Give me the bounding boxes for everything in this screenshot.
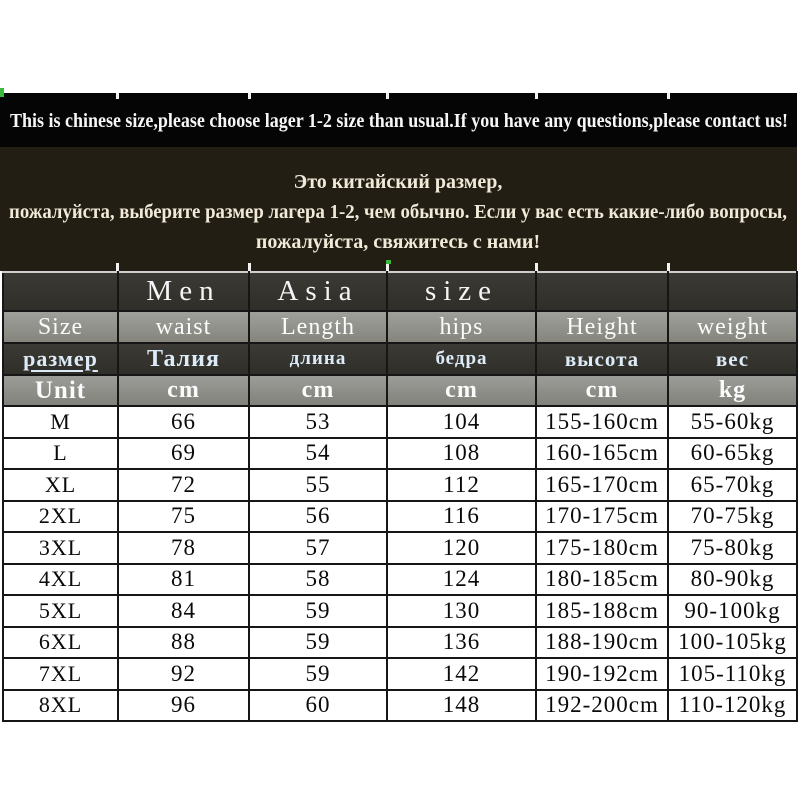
column-header-ves: вес bbox=[668, 343, 797, 375]
russian-notice-svg bbox=[0, 147, 797, 271]
value-cell: 65-70kg bbox=[668, 469, 797, 501]
size-label-cell: M bbox=[3, 406, 118, 438]
value-cell: 59 bbox=[249, 658, 387, 690]
value-cell: 188-190cm bbox=[536, 627, 668, 659]
column-header-waist: waist bbox=[118, 311, 249, 343]
unit-cell: kg bbox=[668, 375, 797, 406]
size-row bbox=[3, 627, 797, 659]
group-header-cell bbox=[536, 272, 668, 311]
artifact-green-mark bbox=[0, 88, 4, 97]
column-header-bedra: бедра bbox=[387, 343, 536, 375]
value-cell: 60-65kg bbox=[668, 438, 797, 470]
column-tick bbox=[535, 93, 538, 99]
group-header-cell-asia: Asia bbox=[249, 272, 387, 311]
value-cell: 66 bbox=[118, 406, 249, 438]
russian-notice-line2: пожалуйста, выберите размер лагера 1-2, чем обычно. Если у вас есть какие-либо вопросы, bbox=[9, 201, 787, 223]
group-header-cell bbox=[3, 272, 118, 311]
column-header-taliya: Талия bbox=[118, 343, 249, 375]
size-row bbox=[3, 438, 797, 470]
value-cell: 57 bbox=[249, 532, 387, 564]
value-cell: 96 bbox=[118, 690, 249, 722]
size-label-cell: 4XL bbox=[3, 564, 118, 596]
column-tick bbox=[386, 93, 389, 99]
value-cell: 130 bbox=[387, 595, 536, 627]
value-cell: 80-90kg bbox=[668, 564, 797, 596]
value-cell: 142 bbox=[387, 658, 536, 690]
value-cell: 59 bbox=[249, 595, 387, 627]
size-row bbox=[3, 564, 797, 596]
value-cell: 136 bbox=[387, 627, 536, 659]
value-cell: 81 bbox=[118, 564, 249, 596]
value-cell: 70-75kg bbox=[668, 501, 797, 533]
size-row bbox=[3, 406, 797, 438]
value-cell: 160-165cm bbox=[536, 438, 668, 470]
value-cell: 59 bbox=[249, 627, 387, 659]
unit-cell: cm bbox=[249, 375, 387, 406]
unit-cell: cm bbox=[536, 375, 668, 406]
unit-cell: cm bbox=[118, 375, 249, 406]
value-cell: 185-188cm bbox=[536, 595, 668, 627]
column-header-row-en bbox=[3, 311, 797, 343]
value-cell: 72 bbox=[118, 469, 249, 501]
english-notice-banner bbox=[0, 93, 797, 147]
size-table bbox=[2, 271, 798, 722]
size-label-cell: L bbox=[3, 438, 118, 470]
english-notice-text: This is chinese size,please choose lager 1-2 size than usual.If you have any questions,please contact us! bbox=[10, 110, 788, 132]
artifact-green-mark bbox=[386, 260, 391, 264]
unit-row bbox=[3, 375, 797, 406]
value-cell: 124 bbox=[387, 564, 536, 596]
unit-cell: cm bbox=[387, 375, 536, 406]
column-tick bbox=[116, 263, 119, 271]
value-cell: 88 bbox=[118, 627, 249, 659]
value-cell: 60 bbox=[249, 690, 387, 722]
group-header-cell bbox=[668, 272, 797, 311]
value-cell: 105-110kg bbox=[668, 658, 797, 690]
size-table-body bbox=[3, 406, 797, 721]
english-notice-svg bbox=[0, 93, 797, 147]
column-tick bbox=[248, 263, 251, 271]
value-cell: 120 bbox=[387, 532, 536, 564]
russian-notice-line3: пожалуйста, свяжитесь с нами! bbox=[255, 231, 541, 253]
column-header-height: Height bbox=[536, 311, 668, 343]
value-cell: 108 bbox=[387, 438, 536, 470]
value-cell: 190-192cm bbox=[536, 658, 668, 690]
size-label-cell: 8XL bbox=[3, 690, 118, 722]
column-header-dlina: длина bbox=[249, 343, 387, 375]
size-row bbox=[3, 532, 797, 564]
column-header-weight: weight bbox=[668, 311, 797, 343]
value-cell: 56 bbox=[249, 501, 387, 533]
value-cell: 75 bbox=[118, 501, 249, 533]
value-cell: 170-175cm bbox=[536, 501, 668, 533]
column-header-length: Length bbox=[249, 311, 387, 343]
value-cell: 155-160cm bbox=[536, 406, 668, 438]
group-header-row bbox=[3, 272, 797, 311]
value-cell: 55-60kg bbox=[668, 406, 797, 438]
size-row bbox=[3, 501, 797, 533]
value-cell: 100-105kg bbox=[668, 627, 797, 659]
value-cell: 112 bbox=[387, 469, 536, 501]
size-label-cell: 7XL bbox=[3, 658, 118, 690]
value-cell: 58 bbox=[249, 564, 387, 596]
value-cell: 53 bbox=[249, 406, 387, 438]
size-label-cell: 6XL bbox=[3, 627, 118, 659]
value-cell: 192-200cm bbox=[536, 690, 668, 722]
russian-notice-banner bbox=[0, 147, 797, 271]
column-tick bbox=[667, 93, 670, 99]
group-header-cell-men: Men bbox=[118, 272, 249, 311]
column-header-row-ru bbox=[3, 343, 797, 375]
value-cell: 75-80kg bbox=[668, 532, 797, 564]
size-label-cell: XL bbox=[3, 469, 118, 501]
unit-cell-label: Unit bbox=[3, 375, 118, 406]
column-tick bbox=[386, 263, 389, 271]
value-cell: 78 bbox=[118, 532, 249, 564]
column-tick bbox=[667, 263, 670, 271]
value-cell: 165-170cm bbox=[536, 469, 668, 501]
value-cell: 84 bbox=[118, 595, 249, 627]
value-cell: 55 bbox=[249, 469, 387, 501]
russian-notice-line1: Это китайский размер, bbox=[293, 171, 503, 193]
column-tick bbox=[248, 93, 251, 99]
size-row bbox=[3, 690, 797, 722]
size-label-cell: 2XL bbox=[3, 501, 118, 533]
column-tick bbox=[535, 263, 538, 271]
value-cell: 90-100kg bbox=[668, 595, 797, 627]
value-cell: 54 bbox=[249, 438, 387, 470]
value-cell: 175-180cm bbox=[536, 532, 668, 564]
size-row bbox=[3, 595, 797, 627]
group-header-cell-size: size bbox=[387, 272, 536, 311]
column-header-vysota: высота bbox=[536, 343, 668, 375]
size-row bbox=[3, 658, 797, 690]
value-cell: 69 bbox=[118, 438, 249, 470]
value-cell: 110-120kg bbox=[668, 690, 797, 722]
column-tick bbox=[116, 93, 119, 99]
value-cell: 148 bbox=[387, 690, 536, 722]
column-header-razmer: размер bbox=[3, 343, 118, 375]
value-cell: 180-185cm bbox=[536, 564, 668, 596]
value-cell: 116 bbox=[387, 501, 536, 533]
column-header-hips: hips bbox=[387, 311, 536, 343]
value-cell: 92 bbox=[118, 658, 249, 690]
size-label-cell: 3XL bbox=[3, 532, 118, 564]
value-cell: 104 bbox=[387, 406, 536, 438]
size-row bbox=[3, 469, 797, 501]
column-header-size: Size bbox=[3, 311, 118, 343]
size-label-cell: 5XL bbox=[3, 595, 118, 627]
